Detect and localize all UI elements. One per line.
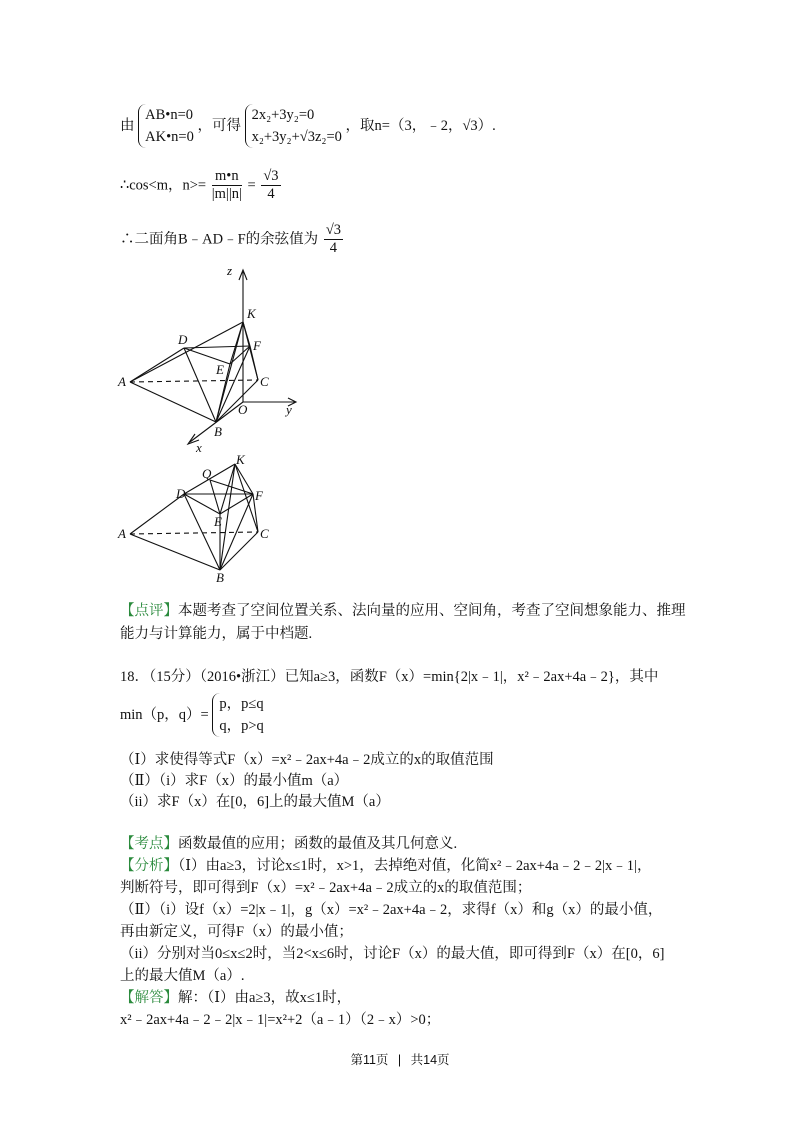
- min-cases: [212, 693, 263, 737]
- conclusion-num: √3: [325, 222, 342, 238]
- equation-2: x₂+3y₂+√3z₂=0: [251, 129, 342, 145]
- jieda-text-1: 解：（Ⅰ）由a≥3，故x≤1时，: [178, 990, 352, 1006]
- conclusion-text: ∴二面角B﹣AD﹣F的余弦值为: [120, 231, 319, 248]
- vector-condition-line: [120, 104, 496, 154]
- system-of-equations: [245, 104, 342, 148]
- label-a: A: [118, 526, 126, 541]
- cos-denominator: |m||n|: [211, 186, 242, 202]
- cos-value-num: √3: [263, 168, 279, 184]
- page-number: 第11页: [350, 1053, 389, 1067]
- system-of-conditions: [138, 104, 194, 148]
- figure-2-pyramid: [110, 454, 290, 584]
- min-definition: [120, 693, 264, 739]
- fenxi-line-6: 上的最大值M（a）.: [120, 968, 245, 984]
- condition-ab: AB•n=0: [145, 107, 194, 123]
- conclusion-line: [120, 222, 345, 264]
- normal-vector-choice: ，取n=（3，﹣2，√3）.: [345, 118, 496, 134]
- label-z: z: [227, 263, 233, 278]
- label-q: Q: [202, 466, 212, 481]
- prefix-text: 由: [120, 118, 135, 134]
- mid-text: ，可得: [197, 118, 241, 134]
- figure-1-coordinate-pyramid: [110, 262, 310, 462]
- equation-1: 2x₂+3y₂=0: [251, 107, 315, 123]
- label-y: y: [286, 402, 292, 417]
- kaodian-tag: 【考点】: [120, 836, 178, 852]
- question-part-3: （ii）求F（x）在[0，6]上的最大值M（a）: [120, 794, 390, 810]
- label-o: O: [238, 402, 248, 417]
- comment-tag: 【点评】: [120, 603, 178, 619]
- label-b: B: [216, 570, 224, 584]
- label-d: D: [176, 486, 186, 501]
- problem-18-header: 18．（15分）（2016•浙江）已知a≥3，函数F（x）=min{2|x﹣1|，x²﹣2ax+4a﹣2}，其中: [120, 669, 659, 685]
- label-e: E: [216, 362, 224, 377]
- total-pages: 共14页: [410, 1053, 450, 1067]
- condition-ak: AK•n=0: [145, 129, 194, 145]
- fenxi-tag: 【分析】: [120, 858, 178, 874]
- min-prefix: min（p，q）=: [120, 707, 209, 723]
- jieda-tag: 【解答】: [120, 990, 178, 1006]
- label-k: K: [247, 306, 256, 321]
- comment-text-1: 本题考查了空间位置关系、法向量的应用、空间角，考查了空间想象能力、推理: [178, 603, 686, 619]
- cos-value: [261, 168, 280, 203]
- label-a: A: [118, 374, 126, 389]
- question-part-2: （Ⅱ）（i）求F（x）的最小值m（a）: [120, 773, 349, 789]
- fenxi-text-1: （Ⅰ）由a≥3，讨论x≤1时，x>1，去掉绝对值，化简x²﹣2ax+4a﹣2﹣2|x﹣1|，: [178, 858, 652, 874]
- fenxi-line-3: （Ⅱ）（i）设f（x）=2|x﹣1|，g（x）=x²﹣2ax+4a﹣2，求得f（x）和g（x）的最小值，: [120, 902, 663, 918]
- fenxi-line-4: 再由新定义，可得F（x）的最小值；: [120, 924, 353, 940]
- conclusion-den: 4: [329, 240, 338, 256]
- page-footer: [0, 1050, 800, 1068]
- fenxi-line-1: [120, 856, 651, 876]
- question-part-1: （Ⅰ）求使得等式F（x）=x²﹣2ax+4a﹣2成立的x的取值范围: [120, 752, 494, 768]
- kaodian-line: [120, 834, 457, 854]
- label-f: F: [253, 338, 261, 353]
- label-f: F: [255, 488, 263, 503]
- cos-fraction: [212, 168, 242, 203]
- cosine-line: [120, 168, 283, 214]
- cos-value-den: 4: [267, 186, 275, 202]
- jieda-line-1: [120, 988, 351, 1008]
- footer-separator: |: [397, 1053, 402, 1067]
- jieda-line-2: x²﹣2ax+4a﹣2﹣2|x﹣1|=x²+2（a﹣1）（2﹣x）>0；: [120, 1012, 441, 1028]
- comment-line-2: [120, 624, 312, 644]
- comment-line-1: [120, 601, 686, 621]
- label-b: B: [214, 424, 222, 439]
- cos-numerator: m•n: [212, 168, 242, 186]
- label-c: C: [260, 374, 269, 389]
- label-c: C: [260, 526, 269, 541]
- fenxi-line-5: （ii）分别对当0≤x≤2时，当2<x≤6时，讨论F（x）的最大值，即可得到F（x）在[0，6]: [120, 946, 665, 962]
- label-x: x: [196, 440, 202, 455]
- comment-text-2: 能力与计算能力，属于中档题.: [120, 626, 313, 642]
- label-e: E: [214, 514, 222, 529]
- cos-equals: =: [247, 177, 256, 194]
- label-k: K: [236, 454, 245, 467]
- conclusion-fraction: [324, 222, 343, 257]
- label-d: D: [178, 332, 188, 347]
- min-case-2: q，p>q: [219, 718, 264, 734]
- cos-prefix: ∴cos<m，n>=: [120, 177, 207, 194]
- fenxi-line-2: 判断符号，即可得到F（x）=x²﹣2ax+4a﹣2成立的x的取值范围；: [120, 880, 532, 896]
- min-case-1: p，p≤q: [219, 696, 264, 712]
- kaodian-text: 函数最值的应用；函数的最值及其几何意义.: [178, 836, 458, 852]
